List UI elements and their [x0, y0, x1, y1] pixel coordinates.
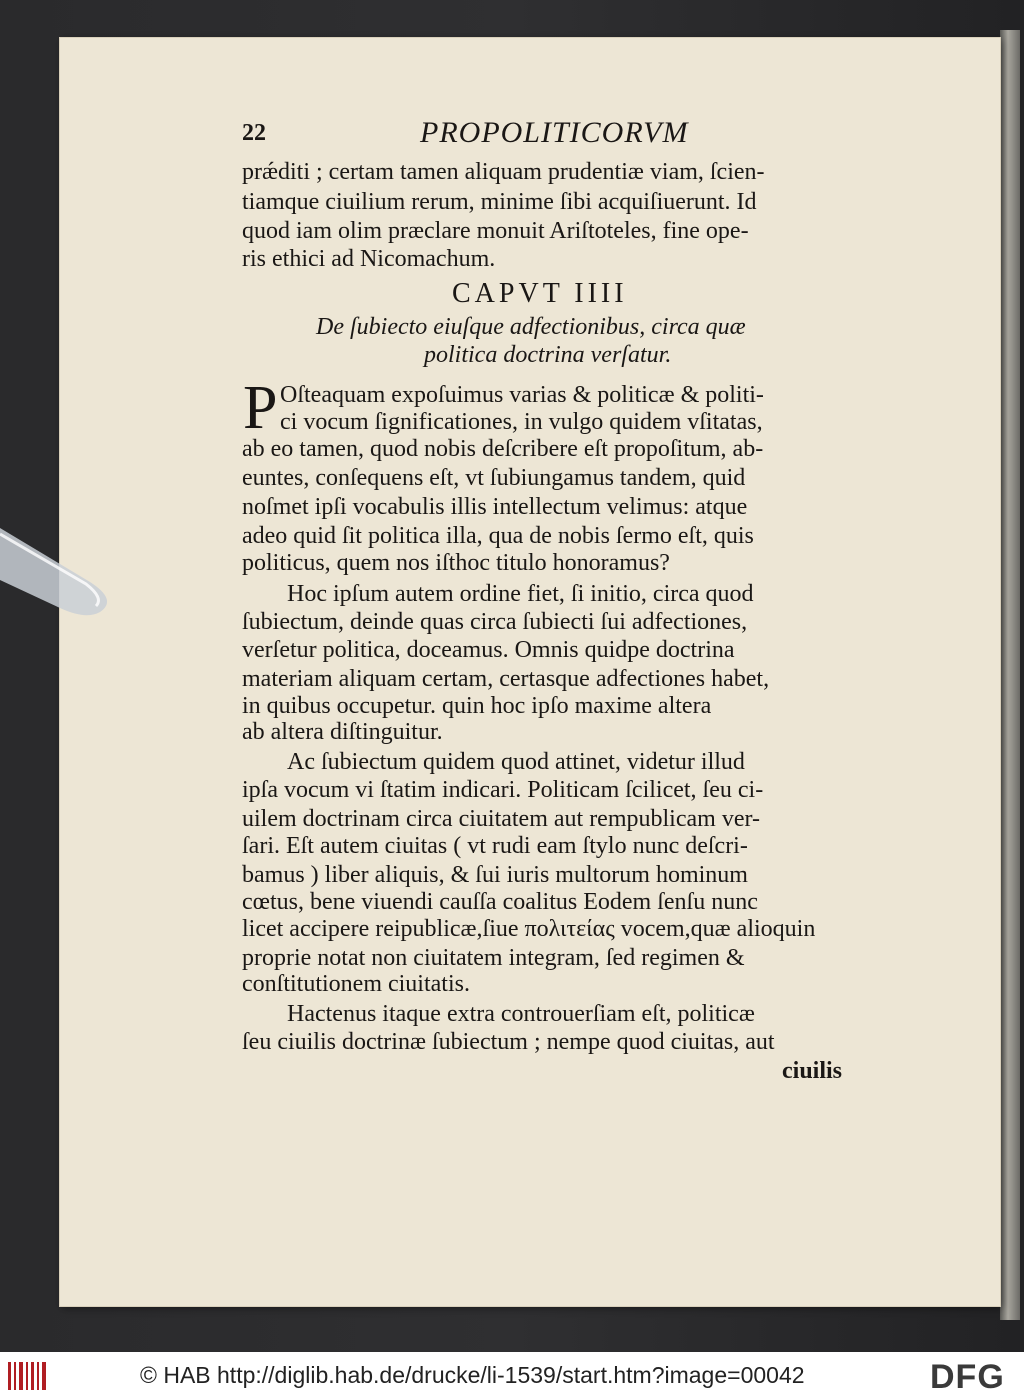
text-line: bamus ) liber aliquis, & ſui iuris multorum hominum — [242, 862, 748, 888]
text-line: quod iam olim præclare monuit Ariſtoteles, fine ope- — [242, 218, 749, 244]
text-line: ipſa vocum vi ſtatim indicari. Politicam ſcilicet, ſeu ci- — [242, 777, 764, 803]
catchword: ciuilis — [782, 1058, 843, 1084]
text-line: politicus, quem nos iſthoc titulo honoramus? — [242, 550, 670, 576]
text-line: Hoc ipſum autem ordine fiet, ſi initio, circa quod — [287, 581, 754, 607]
text-line: ris ethici ad Nicomachum. — [242, 246, 496, 272]
text-line: proprie notat non ciuitatem integram, ſed regimen & — [242, 945, 745, 971]
page-edge — [1000, 30, 1020, 1320]
dfg-logo: DFG — [930, 1358, 1005, 1396]
text-line: ſari. Eſt autem ciuitas ( vt rudi eam ſtylo nunc deſcri- — [242, 833, 748, 859]
text-line: adeo quid ſit politica illa, qua de nobis ſermo eſt, quis — [242, 523, 754, 549]
text-line: euntes, conſequens eſt, vt ſubiungamus tandem, quid — [242, 465, 746, 491]
text-line: Ac ſubiectum quidem quod attinet, videtur illud — [287, 749, 745, 775]
text-line: prǽditi ; certam tamen aliquam prudentiæ viam, ſcien- — [242, 159, 765, 185]
text-line: ci vocum ſignificationes, in vulgo quidem vſitatas, — [280, 409, 763, 435]
text-line: ſeu ciuilis doctrinæ ſubiectum ; nempe quod ciuitas, aut — [242, 1029, 775, 1055]
text-line: in quibus occupetur. quin hoc ipſo maxime altera — [242, 693, 712, 719]
page-clip — [0, 520, 118, 620]
page-number: 22 — [242, 120, 266, 146]
text-line: materiam aliquam certam, certasque adfectiones habet, — [242, 666, 770, 692]
text-line: cœtus, bene viuendi cauſſa coalitus Eodem ſenſu nunc — [242, 889, 758, 915]
source-link[interactable]: © HAB http://diglib.hab.de/drucke/li-1539/start.htm?image=00042 — [140, 1362, 805, 1388]
text-line: uilem doctrinam circa ciuitatem aut rempublicam ver- — [242, 806, 760, 832]
text-line: Oſteaquam expoſuimus varias & politicæ & politi- — [280, 382, 764, 408]
chapter-title: CAPVT IIII — [452, 278, 628, 309]
footer-bar — [0, 1352, 1024, 1399]
text-line: Hactenus itaque extra controuerſiam eſt, politicæ — [287, 1001, 755, 1027]
text-line: ab eo tamen, quod nobis deſcribere eſt propoſitum, ab- — [242, 436, 764, 462]
text-line: noſmet ipſi vocabulis illis intellectum velimus: atque — [242, 494, 748, 520]
text-line: verſetur politica, doceamus. Omnis quidpe doctrina — [242, 637, 735, 663]
drop-capital: P — [243, 374, 278, 442]
text-line: licet accipere reipublicæ,ſiue πολιτείας vocem,quæ alioquin — [242, 916, 816, 942]
text-line: tiamque ciuilium rerum, minime ſibi acquiſiuerunt. Id — [242, 189, 757, 215]
text-line: conſtitutionem ciuitatis. — [242, 971, 470, 997]
text-line: ab altera diſtinguitur. — [242, 719, 443, 745]
text-line: ſubiectum, deinde quas circa ſubiecti ſui adfectiones, — [242, 609, 748, 635]
chapter-subtitle-line2: politica doctrina verſatur. — [424, 342, 672, 368]
chapter-subtitle-line1: De ſubiecto eiuſque adfectionibus, circa quæ — [316, 314, 746, 340]
hab-barcode-icon — [8, 1360, 48, 1392]
running-title: PROPOLITICORVM — [420, 116, 689, 149]
